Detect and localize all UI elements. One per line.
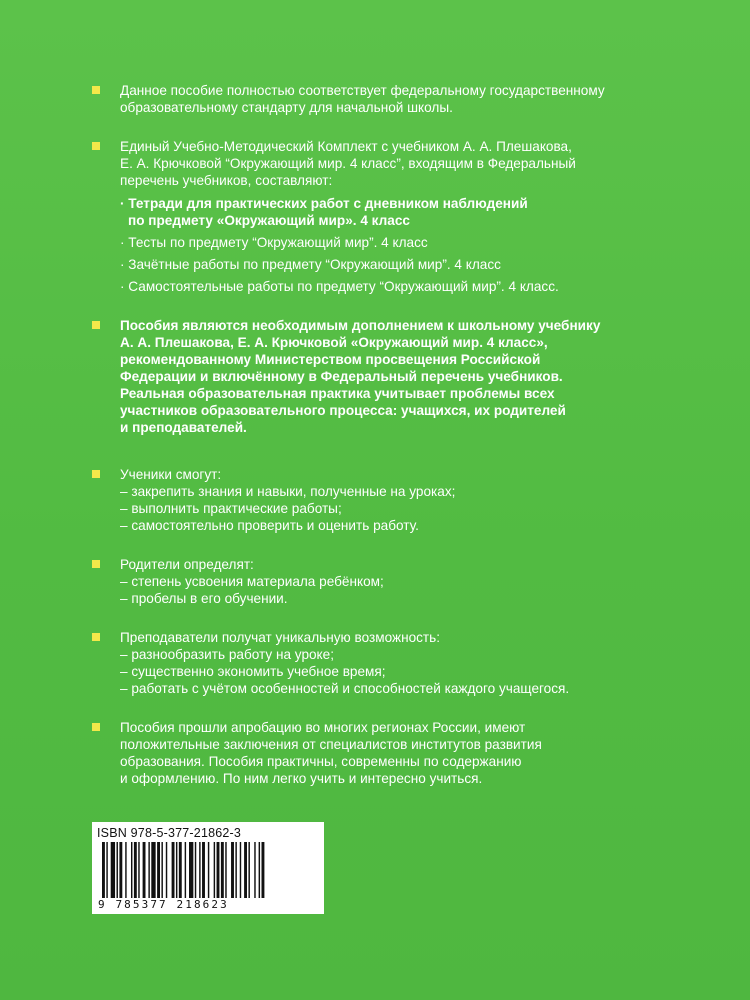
bullet-icon [92, 470, 100, 478]
text-line: и оформлению. По ним легко учить и интересно учиться. [120, 771, 483, 786]
text-line: перечень учебников, составляют: [120, 173, 333, 188]
list-item: · Тесты по предмету “Окружающий мир”. 4 класс [120, 235, 428, 250]
text-line: участников образовательного процесса: учащихся, их родителей [120, 403, 566, 418]
bullet-icon [92, 86, 100, 94]
description-text [92, 82, 712, 809]
bullet-icon [92, 633, 100, 641]
standard-note [92, 82, 712, 116]
list-item: · Зачётные работы по предмету “Окружающий мир”. 4 класс [120, 257, 501, 272]
text-line: Данное пособие полностью соответствует федеральному государственному [120, 83, 605, 98]
list-item: · Самостоятельные работы по предмету “Окружающий мир”. 4 класс. [120, 279, 559, 294]
text-line: – пробелы в его обучении. [120, 591, 288, 606]
text-line: – степень усвоения материала ребёнком; [120, 574, 384, 589]
text-line: Единый Учебно-Методический Комплект с учебником А. А. Плешакова, [120, 139, 572, 154]
text-line: Федерации и включённому в Федеральный перечень учебников. [120, 369, 563, 384]
text-line: по предмету «Окружающий мир». 4 класс [128, 213, 410, 228]
bullet-icon [92, 321, 100, 329]
umk-composition [92, 138, 712, 295]
text-line: – разнообразить работу на уроке; [120, 647, 334, 662]
text-line: А. А. Плешакова, Е. А. Крючковой «Окружающий мир. 4 класс», [120, 335, 548, 350]
barcode-bars [100, 842, 316, 898]
text-line: образования. Пособия практичны, современны по содержанию [120, 754, 522, 769]
text-line: Пособия являются необходимым дополнением к школьному учебнику [120, 318, 601, 333]
isbn-label: ISBN 978-5-377-21862-3 [97, 826, 242, 840]
text-line: Родители определят: [120, 557, 254, 572]
text-line: положительные заключения от специалистов институтов развития [120, 737, 542, 752]
bullet-icon [92, 142, 100, 150]
text-line: Преподаватели получат уникальную возможность: [120, 630, 441, 645]
approbation-section [92, 719, 712, 787]
text-line: и преподавателей. [120, 420, 247, 435]
text-line: – существенно экономить учебное время; [120, 664, 386, 679]
list-item [120, 195, 712, 229]
text-line: – самостоятельно проверить и оценить работу. [120, 518, 419, 533]
bullet-icon [92, 560, 100, 568]
text-line: рекомендованному Министерством просвещения Российской [120, 352, 541, 367]
teachers-section [92, 629, 712, 697]
umk-list [120, 195, 712, 295]
supplement-note [92, 317, 712, 436]
parents-section [92, 556, 712, 607]
text-line: Реальная образовательная практика учитывает проблемы всех [120, 386, 555, 401]
barcode-digits: 9 785377 218623 [98, 898, 229, 911]
text-line: Е. А. Крючковой “Окружающий мир. 4 класс”, входящим в Федеральный [120, 156, 576, 171]
text-line: – закрепить знания и навыки, полученные на уроках; [120, 484, 456, 499]
text-line: Пособия прошли апробацию во многих регионах России, имеют [120, 720, 526, 735]
students-section [92, 466, 712, 534]
text-line: образовательному стандарту для начальной школы. [120, 100, 453, 115]
text-line: · Тетради для практических работ с дневником наблюдений [120, 196, 528, 211]
text-line: – работать с учётом особенностей и способностей каждого учащегося. [120, 681, 570, 696]
text-line: – выполнить практические работы; [120, 501, 342, 516]
bullet-icon [92, 723, 100, 731]
barcode [92, 822, 324, 914]
text-line: Ученики смогут: [120, 467, 222, 482]
